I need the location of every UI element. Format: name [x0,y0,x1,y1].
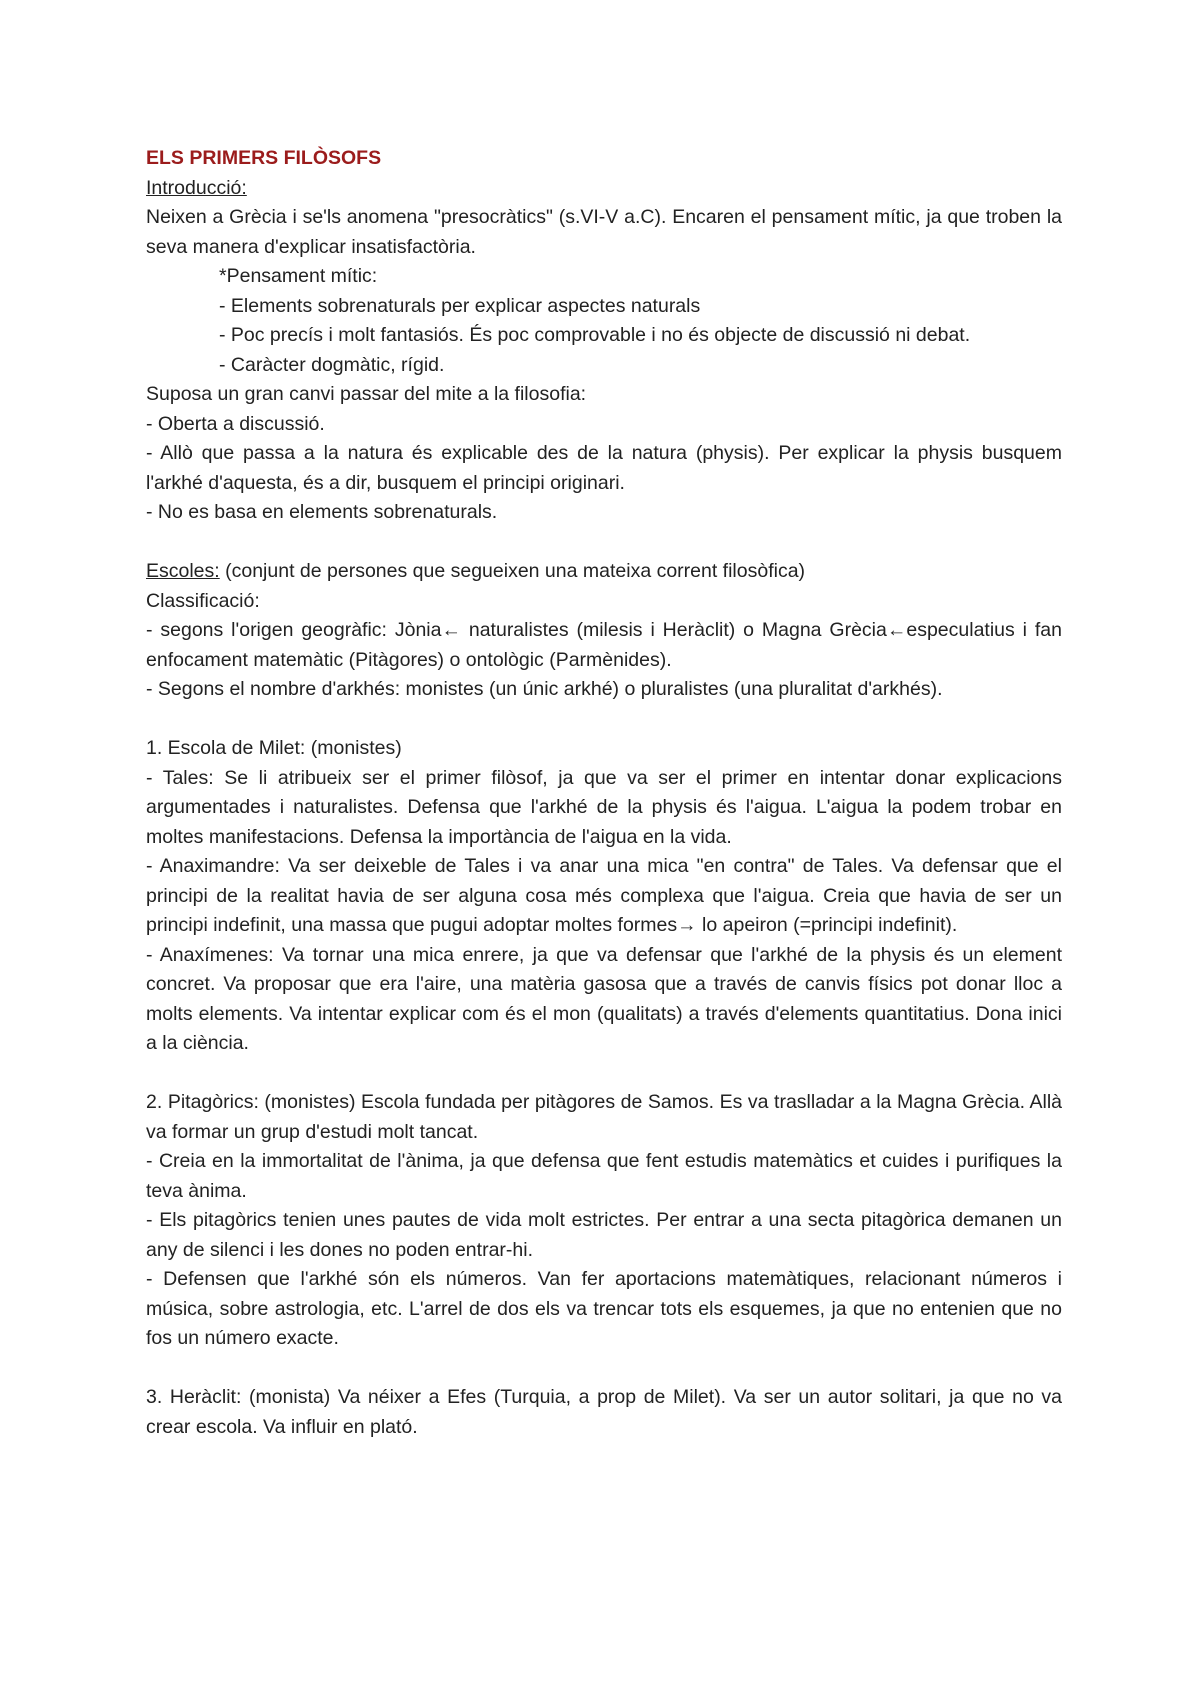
pythagoreans-item: - Defensen que l'arkhé són els números. Van fer aportacions matemàtiques, relacionant números i música, sobre astrologia, etc. L'arrel de dos els va trencar tots els esquemes, ja que no entenien que no fos un número exacte. [146,1268,1062,1349]
philosophy-item: - Oberta a discussió. [146,412,325,435]
document-page [146,144,1062,1442]
milet-item: - Tales: Se li atribueix ser el primer filòsof, ja que va ser el primer en intentar donar explicacions argumentades i naturalistes. Defensa que l'arkhé de la physis és l'aigua. L'aigua la podem trobar en moltes manifestacions. Defensa la importància de l'aigua en la vida. [146,766,1062,848]
classification-item: - Segons el nombre d'arkhés: monistes (un únic arkhé) o pluralistes (una pluralitat d'arkhés). [146,678,943,700]
pythagoreans-heading: 2. Pitagòrics: (monistes) Escola fundada per pitàgores de Samos. Es va traslladar a la Magna Grècia. Allà va formar un grup d'estudi molt tancat. [146,1091,1062,1143]
intro-paragraph-2: Suposa un gran canvi passar del mite a la filosofia: [146,383,587,405]
intro-heading: Introducció: [146,176,247,199]
intro-paragraph: Neixen a Grècia i se'ls anomena "presocràtics" (s.VI-V a.C). Encaren el pensament mític, ja que troben la seva manera d'explicar insatisfactòria. [146,206,1062,258]
spacer [146,1354,1062,1384]
milet-item: - Anaximandre: Va ser deixeble de Tales i va anar una mica "en contra" de Tales. Va defensar que el principi de la realitat havia de ser alguna cosa més complexa que l'aigua. Creia que havia de ser un principi indefinit, una massa que pugui adoptar moltes formes→ lo apeiron (=principi indefinit). [146,855,1062,936]
spacer [146,528,1062,558]
schools-heading: Escoles: [146,560,220,582]
classification-item: - segons l'origen geogràfic: Jònia← naturalistes (milesis i Heràclit) o Magna Grècia←especulatius i fan enfocament matemàtic (Pitàgores) o ontològic (Parmènides). [146,619,1062,671]
spacer [146,705,1062,735]
spacer [146,1059,1062,1089]
mythic-item: - Caràcter dogmàtic, rígid. [219,353,445,376]
heraclitus-heading: 3. Heràclit: (monista) Va néixer a Efes (Turquia, a prop de Milet). Va ser un autor solitari, ja que no va crear escola. Va influir en plató. [146,1386,1062,1438]
classification-label: Classificació: [146,589,260,612]
pythagoreans-item: - Creia en la immortalitat de l'ànima, ja que defensa que fent estudis matemàtics et cuides i purifiques la teva ànima. [146,1150,1062,1202]
schools-heading-line [146,557,1062,587]
mythic-heading: *Pensament mític: [219,265,378,287]
mythic-item: - Elements sobrenaturals per explicar aspectes naturals [219,294,701,317]
milet-heading: 1. Escola de Milet: (monistes) [146,737,402,759]
document-title: ELS PRIMERS FILÒSOFS [146,147,382,169]
pythagoreans-item: - Els pitagòrics tenien unes pautes de vida molt estrictes. Per entrar a una secta pitagòrica demanen un any de silenci i les dones no poden entrar-hi. [146,1209,1062,1261]
mythic-item: - Poc precís i molt fantasiós. És poc comprovable i no és objecte de discussió ni debat. [219,324,971,346]
philosophy-item: - No es basa en elements sobrenaturals. [146,501,498,523]
philosophy-item: - Allò que passa a la natura és explicable des de la natura (physis). Per explicar la physis busquem l'arkhé d'aquesta, és a dir, busquem el principi originari. [146,442,1062,494]
schools-heading-rest: (conjunt de persones que segueixen una mateixa corrent filosòfica) [219,560,806,582]
milet-item: - Anaxímenes: Va tornar una mica enrere, ja que va defensar que l'arkhé de la physis és un element concret. Va proposar que era l'aire, una matèria gasosa que a través de canvis físics pot donar lloc a molts elements. Va intentar explicar com és el mon (qualitats) a través d'elements quantitatius. Dona inici a la ciència. [146,943,1062,1054]
